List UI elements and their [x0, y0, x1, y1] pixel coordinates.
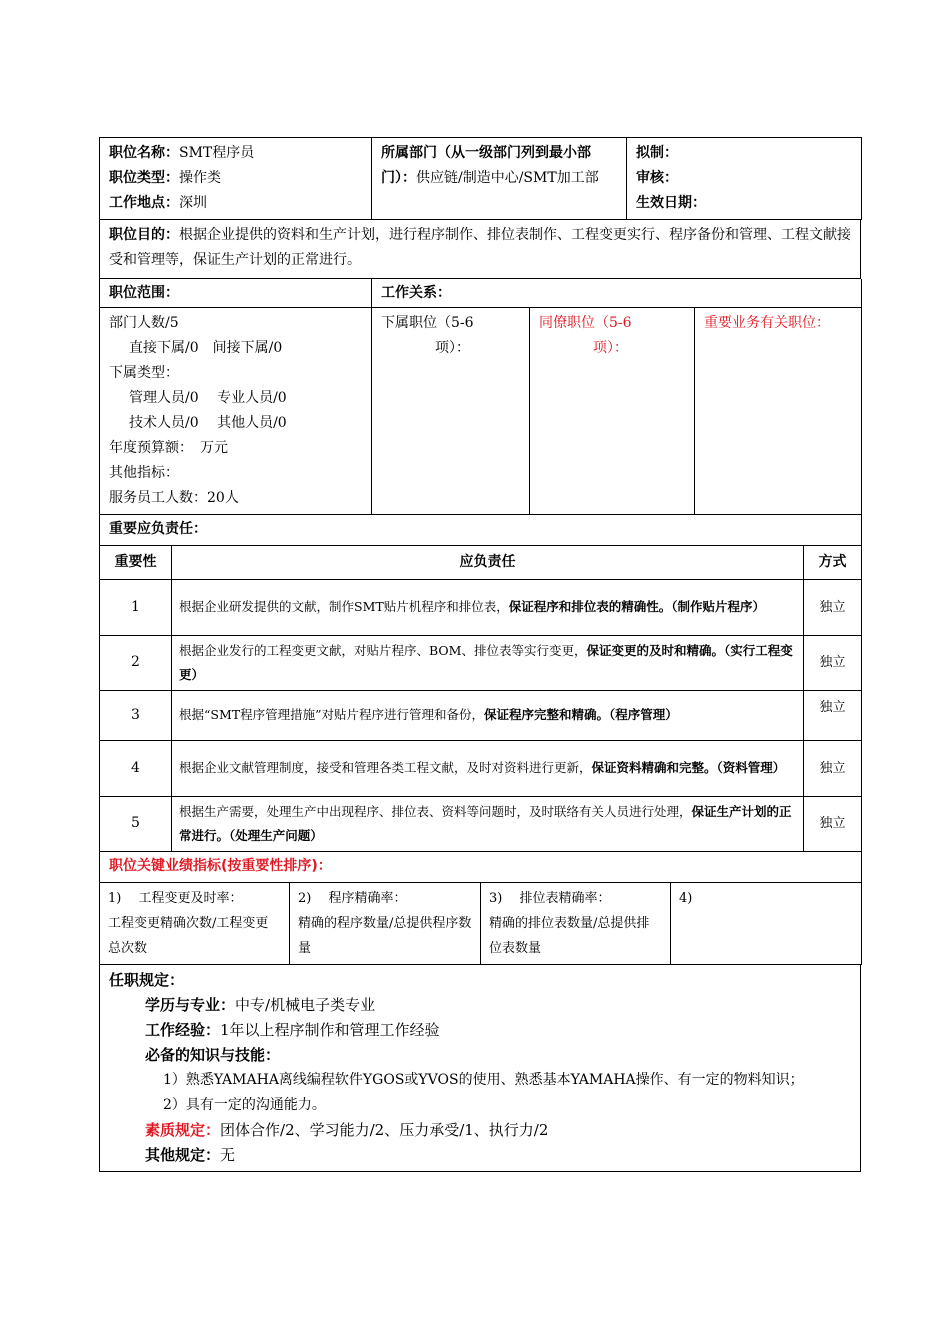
kpi-item: 2) 程序精确率： 精确的程序数量/总提供程序数量: [290, 883, 481, 965]
location-label: 工作地点：: [109, 195, 179, 211]
position-type-label: 职位类型：: [109, 170, 179, 186]
duty-row: [100, 579, 862, 635]
review-label: 审核：: [636, 170, 678, 186]
experience: 1年以上程序制作和管理工作经验: [220, 1021, 440, 1039]
quality-label: 素质规定：: [145, 1121, 221, 1139]
duty-row: [100, 635, 862, 690]
department-value: 供应链/制造中心/SMT加工部: [416, 170, 599, 186]
duty-num: 5: [100, 796, 172, 851]
duty-text: 根据企业研发提供的文献，制作SMT贴片机程序和排位表，保证程序和排位表的精确性。（制作贴片程序）: [172, 579, 804, 635]
kpi-table: [99, 852, 862, 966]
subordinates: 直接下属/0 间接下属/0: [129, 340, 283, 356]
basic-info-cell: [100, 138, 372, 220]
duty-mode: 独立: [804, 579, 862, 635]
duty-text: 根据“SMT程序管理措施”对贴片程序进行管理和备份，保证程序完整和精确。（程序管理）: [172, 690, 804, 740]
skill-2: 2）具有一定的沟通能力。: [163, 1097, 326, 1113]
other-index: 其他指标：: [109, 465, 179, 481]
position-name-label: 职位名称：: [109, 145, 179, 161]
education-label: 学历与专业：: [145, 996, 236, 1014]
requirements-table: [99, 965, 861, 1172]
skills-label: 必备的知识与技能：: [145, 1046, 281, 1064]
subordinate-positions-cell: [372, 308, 530, 515]
duty-row: [100, 690, 862, 740]
kpi-title: 职位关键业绩指标(按重要性排序)：: [100, 852, 862, 883]
kpi-item: 1) 工程变更及时率： 工程变更精确次数/工程变更总次数: [100, 883, 290, 965]
position-name: SMT程序员: [179, 145, 255, 161]
sub-type-label: 下属类型：: [109, 365, 179, 381]
duties-table: [99, 515, 862, 852]
kpi-item: 4): [671, 883, 862, 965]
duty-text: 根据企业发行的工程变更文献，对贴片程序、BOM、排位表等实行变更，保证变更的及时和精确。（实行工程变更）: [172, 635, 804, 690]
relations-label: 工作关系：: [372, 279, 862, 308]
duty-text: 根据生产需要，处理生产中出现程序、排位表、资料等问题时，及时联络有关人员进行处理，保证生产计划的正常进行。（处理生产问题）: [172, 796, 804, 851]
other-label: 其他规定：: [145, 1146, 221, 1164]
quality: 团体合作/2、学习能力/2、压力承受/1、执行力/2: [220, 1121, 549, 1139]
peer-positions-cell: [530, 308, 695, 515]
duty-num: 2: [100, 635, 172, 690]
col-mode: 方式: [804, 545, 862, 579]
duty-row: [100, 740, 862, 796]
scope-details: [100, 308, 372, 515]
duty-num: 1: [100, 579, 172, 635]
purpose-label: 职位目的：: [109, 227, 179, 243]
important-positions-cell: [695, 308, 862, 515]
col-importance: 重要性: [100, 545, 172, 579]
sub-types-row1: 管理人员/0 专业人员/0: [129, 390, 287, 406]
scope-label: 职位范围：: [100, 279, 372, 308]
purpose-table: [99, 220, 861, 279]
experience-label: 工作经验：: [145, 1021, 221, 1039]
effective-date-label: 生效日期：: [636, 195, 706, 211]
peer-pos-label: 同僚职位（5-6: [539, 315, 632, 331]
duty-num: 3: [100, 690, 172, 740]
location: 深圳: [179, 195, 207, 211]
department-label: 所属部门（从一级部门列到最小部门）：: [381, 145, 591, 186]
scope-table: [99, 279, 862, 516]
duties-title: 重要应负责任：: [100, 515, 862, 545]
duty-mode: 独立: [804, 690, 862, 740]
kpi-item: 3) 排位表精确率： 精确的排位表数量/总提供排位表数量: [481, 883, 671, 965]
draft-label: 拟制：: [636, 145, 678, 161]
sub-types-row2: 技术人员/0 其他人员/0: [129, 415, 287, 431]
requirements-title: 任职规定：: [109, 971, 185, 989]
duty-mode: 独立: [804, 796, 862, 851]
duty-num: 4: [100, 740, 172, 796]
job-description-document: [99, 137, 861, 1172]
skill-1: 1）熟悉YAMAHA离线编程软件YGOS或YVOS的使用、熟悉基本YAMAHA操作、有一定的物料知识；: [163, 1072, 804, 1088]
col-duty: 应负责任: [172, 545, 804, 579]
duty-mode: 独立: [804, 635, 862, 690]
duty-mode: 独立: [804, 740, 862, 796]
department-cell: [372, 138, 627, 220]
purpose-cell: [100, 220, 861, 278]
dept-count: 部门人数/5: [109, 315, 179, 331]
sub-pos-label: 下属职位（5-6: [381, 315, 474, 331]
duty-text: 根据企业文献管理制度，接受和管理各类工程文献，及时对资料进行更新，保证资料精确和完整。（资料管理）: [172, 740, 804, 796]
education: 中专/机械电子类专业: [235, 996, 376, 1014]
purpose-text: 根据企业提供的资料和生产计划，进行程序制作、排位表制作、工程变更实行、程序备份和管理、工程文献接受和管理等，保证生产计划的正常进行。: [109, 227, 851, 268]
peer-pos-label-2: 项）：: [593, 340, 628, 356]
requirements-cell: [100, 965, 861, 1172]
header-table: [99, 137, 862, 220]
service-count: 服务员工人数：20人: [109, 490, 239, 506]
duty-row: [100, 796, 862, 851]
budget: 年度预算额： 万元: [109, 440, 228, 456]
other: 无: [220, 1146, 236, 1164]
approval-cell: [627, 138, 862, 220]
position-type: 操作类: [179, 170, 221, 186]
important-pos-label: 重要业务有关职位：: [704, 315, 830, 331]
sub-pos-label-2: 项）：: [435, 340, 470, 356]
